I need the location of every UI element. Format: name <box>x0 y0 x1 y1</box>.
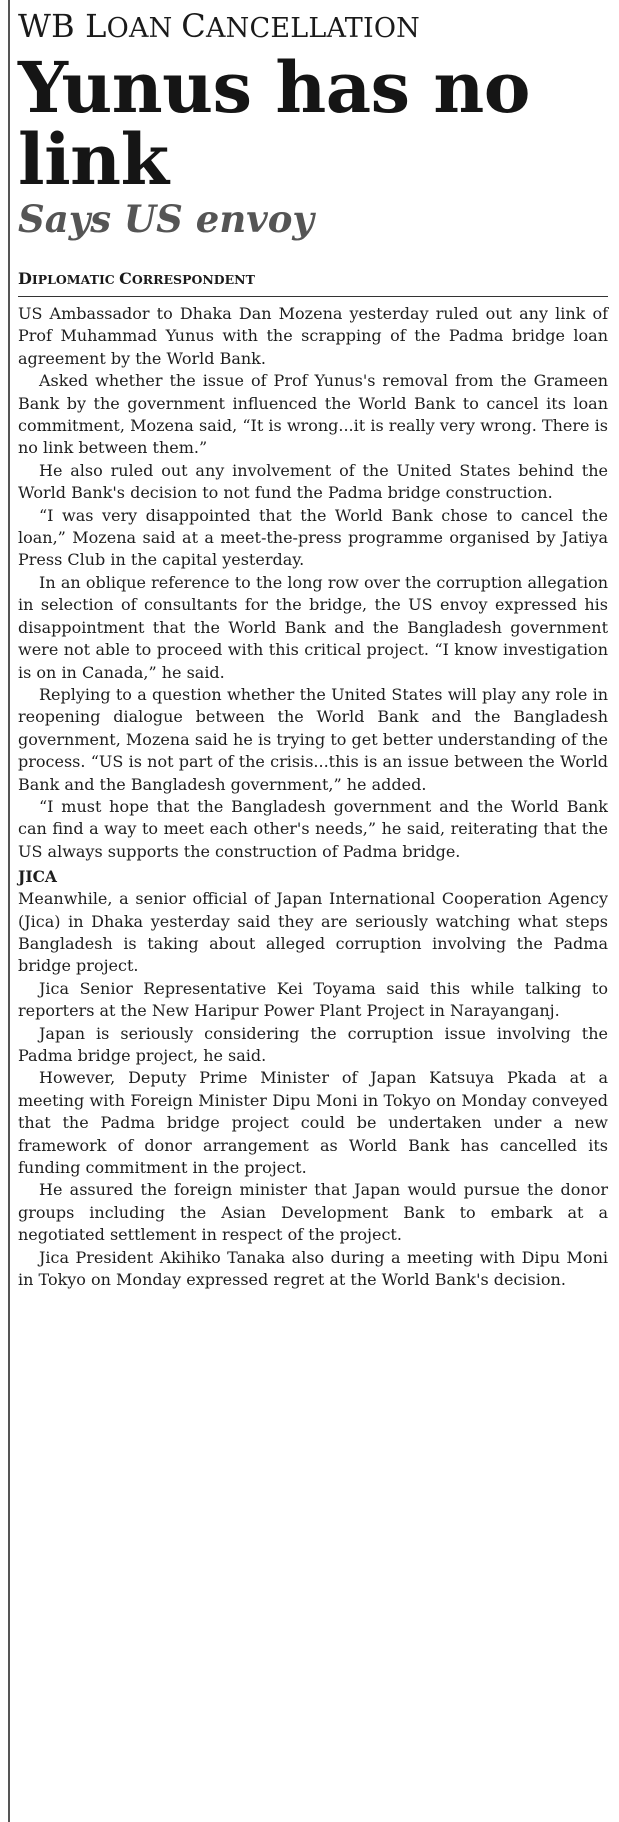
kicker-smallcaps: ANCELLATION <box>205 13 420 44</box>
paragraph: “I was very disappointed that the World Bank chose to cancel the loan,” Mozena said at a meet-the-press programme organised by Jatiya Press Club in the capital yesterday. <box>18 505 608 570</box>
headline: Yunus has no link <box>18 46 530 201</box>
paragraph: He assured the foreign minister that Japan would pursue the donor groups including the Asian Development Bank to embark at a negotiated settlement in respect of the project. <box>18 1180 608 1245</box>
paragraph: Jica President Akihiko Tanaka also during a meeting with Dipu Moni in Tokyo on Monday expressed regret at the World Bank's decision. <box>18 1247 608 1290</box>
kicker <box>18 6 608 46</box>
paragraph: Asked whether the issue of Prof Yunus's removal from the Grameen Bank by the government influenced the World Bank to cancel its loan commitment, Mozena said, “It is wrong...it is really very wrong. There is no link between them.” <box>18 371 608 458</box>
paragraph: Meanwhile, a senior official of Japan International Cooperation Agency (Jica) in Dhaka yesterday said they are seriously watching what steps Bangladesh is taking about alleged corruption involving the Padma bridge project. <box>18 889 608 976</box>
byline-smallcaps: IPLOMATIC <box>31 272 120 287</box>
section-subhead: JICA <box>18 867 57 887</box>
byline <box>18 268 608 297</box>
paragraph: Jica Senior Representative Kei Toyama said this while talking to reporters at the New Haripur Power Plant Project in Narayanganj. <box>18 978 608 1021</box>
paragraph: However, Deputy Prime Minister of Japan Katsuya Pkada at a meeting with Foreign Minister Dipu Moni in Tokyo on Monday conveyed that the Padma bridge project could be undertaken under a new framework of donor arrangement as World Bank has cancelled its funding commitment in the project. <box>18 1068 608 1178</box>
paragraph: “I must hope that the Bangladesh government and the World Bank can find a way to meet each other's needs,” he said, reiterating that the US always supports the construction of Padma bridge. <box>18 796 608 861</box>
paragraph: In an oblique reference to the long row over the corruption allegation in selection of consultants for the bridge, the US envoy expressed his disappointment that the World Bank and the Bangladesh government were not able to proceed with this critical project. “I know investigation is on in Canada,” he said. <box>18 572 608 682</box>
byline-cap: D <box>18 269 32 288</box>
paragraph: Replying to a question whether the United States will play any role in reopening dialogue between the World Bank and the Bangladesh government, Mozena said he is trying to get better understanding of the process. “US is not part of the crisis...this is an issue between the World Bank and the Bangladesh government,” he added. <box>18 684 608 794</box>
byline-smallcaps: ORRESPONDENT <box>131 272 255 287</box>
kicker-smallcaps: OAN <box>106 13 182 44</box>
kicker-cap: C <box>181 7 206 45</box>
article-column <box>18 0 608 1291</box>
paragraph: He also ruled out any involvement of the United States behind the World Bank's decision to not fund the Padma bridge construction. <box>18 460 608 503</box>
paragraph: Japan is seriously considering the corruption issue involving the Padma bridge project, he said. <box>18 1023 608 1065</box>
byline-cap: C <box>119 269 132 288</box>
column-rule <box>8 0 10 1822</box>
article-body <box>18 303 608 1291</box>
kicker-cap: WB L <box>18 7 107 45</box>
subheadline: Says US envoy <box>18 197 314 241</box>
paragraph: US Ambassador to Dhaka Dan Mozena yesterday ruled out any link of Prof Muhammad Yunus with the scrapping of the Padma bridge loan agreement by the World Bank. <box>18 304 608 368</box>
